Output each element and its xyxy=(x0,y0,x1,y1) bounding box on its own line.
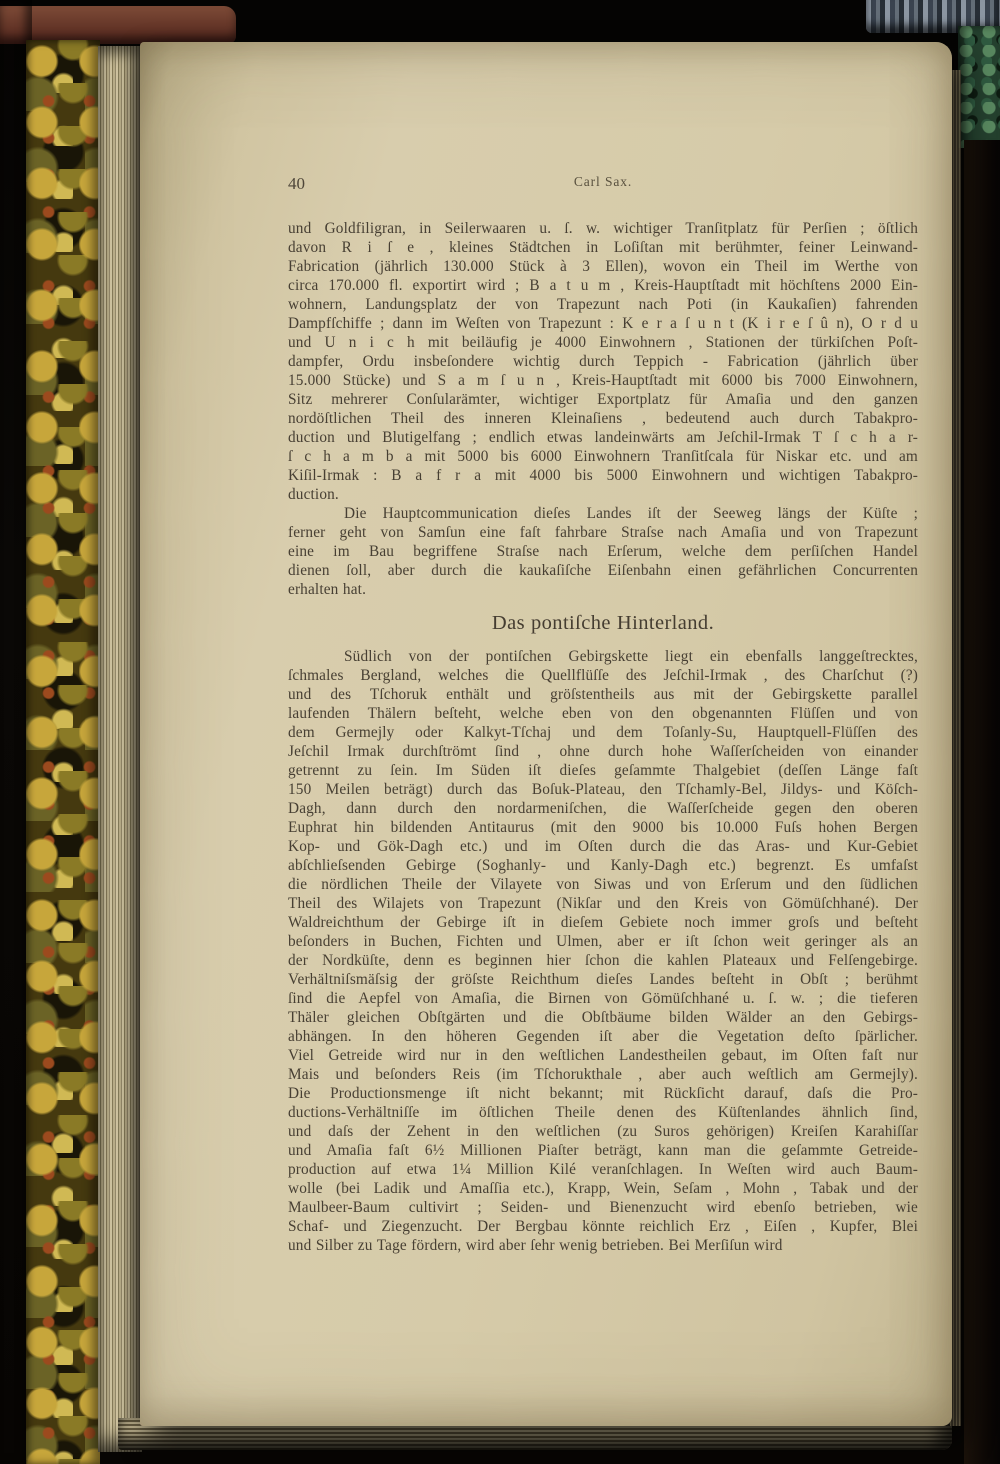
text-line: und Silber zu Tage fördern, wird aber ſehr wenig betrieben. Bei Merſiſun wird xyxy=(288,1237,783,1254)
text-line: duction. xyxy=(288,486,339,503)
text-line: beſonders in Buchen, Fichten und Ulmen, aber er iſt ſchon weit geringer als an xyxy=(288,933,918,950)
text-line: eine im Bau begriffene Straſse nach Erſerum, welche dem perſiſchen Handel xyxy=(288,543,918,560)
text-line: Südlich von der pontiſchen Gebirgskette liegt ein ebenfalls langgeſtrecktes, xyxy=(344,648,918,665)
text-line: dampfer, Ordu insbeſondere wichtig durch Teppich - Fabrication (jährlich über xyxy=(288,353,918,370)
paragraph-1 xyxy=(288,219,918,504)
text-line: getrennt zu ſein. Im Süden iſt dieſes geſammte Thalgebiet (deſſen Länge faſt xyxy=(288,762,918,779)
text-line: Euphrat hin bildenden Antitaurus (mit den 9000 bis 10.000 Fuſs hohen Bergen xyxy=(288,819,918,836)
text-line: Viel Getreide wird nur in den weſtlichen Landestheilen gebaut, im Oſten faſt nur xyxy=(288,1047,918,1064)
text-line: ferner geht von Samſun eine faſt fahrbare Straſse nach Amaſia und von Trapezunt xyxy=(288,524,918,541)
text-line: 150 Meilen beträgt) durch das Boſuk-Plateau, den Tſchamly-Bel, Jildys- und Köſch- xyxy=(288,781,918,798)
text-line: und Amaſia faſt 6½ Millionen Piaſter beträgt, kann man die geſammte Getreide- xyxy=(288,1142,918,1159)
text-line: laufenden Thälern beſteht, welche eben von den obgenannten Flüſſen und von xyxy=(288,705,918,722)
page-header xyxy=(288,174,918,196)
text-line: und daſs der Zehent in den weſtlichen (zu Suros gehörigen) Kreiſen Karahiſſar xyxy=(288,1123,918,1140)
text-line: Dagh, dann durch den nordarmeniſchen, die Waſſerſcheide gegen den oberen xyxy=(288,800,918,817)
text-line: und des Tſchoruk enthält und gröſstentheils aus mit der Gebirgskette parallel xyxy=(288,686,918,703)
text-line: Die Productionsmenge iſt nicht bekannt; mit Rückſicht darauf, daſs die Pro- xyxy=(288,1085,918,1102)
text-line: die nördlichen Theile der Vilayete von Siwas und von Erſerum und den ſüdlichen xyxy=(288,876,918,893)
text-line: Waldreichthum der Gebirge iſt in dieſem Gebiete noch immer groſs und beſteht xyxy=(288,914,918,931)
text-line: und Goldfiligran, in Seilerwaaren u. ſ. w. wichtiger Tranſitplatz für Perſien ; öſtlich xyxy=(288,220,918,237)
text-line: nordöſtlichen Theil des inneren Kleinaſiens , bedeutend auch durch Tabakpro- xyxy=(288,410,918,427)
text-line: Fabrication (jährlich 130.000 Stück à 3 Ellen), wovon ein Theil im Werthe von xyxy=(288,258,918,275)
paragraph-2 xyxy=(288,504,918,599)
text-line: abſchlieſsenden Gebirge (Soghanly- und Kanly-Dagh etc.) begrenzt. Es umfaſst xyxy=(288,857,918,874)
section-heading: Das pontiſche Hinterland. xyxy=(491,612,715,634)
text-line: Thäler gleichen Obſtgärten und die Obſtbäume bilden Wälder an den Gebirgs- xyxy=(288,1009,918,1026)
text-line: duction und Blutigelfang ; endlich etwas landeinwärts am Jeſchil-Irmak T ſ c h a r- xyxy=(288,429,918,446)
text-block xyxy=(288,219,918,1255)
text-line: wohnern, Landungsplatz der von Trapezunt nach Poti (in Kaukaſien) fahrenden xyxy=(288,296,918,313)
page-edges-left xyxy=(98,46,142,1452)
text-line: dem Germejly oder Kalkyt-Tſchaj und dem Toſanly-Su, Hauptquell-Flüſſen des xyxy=(288,724,918,741)
text-line: Kiſil-Irmak : B a f r a mit 4000 bis 5000 Einwohnern und wichtigen Tabakpro- xyxy=(288,467,918,484)
text-line: ſind die Aepfel von Amaſia, die Birnen von Gömüſchhané u. ſ. w. ; die tieferen xyxy=(288,990,918,1007)
text-line: Sitz mehrerer Conſularämter, wichtiger Exportplatz für Amaſia und den ganzen xyxy=(288,391,918,408)
text-line: Dampfſchiffe ; dann im Weſten von Trapezunt : K e r a ſ u n t (K i r e ſ û n), O r d u xyxy=(288,315,918,332)
text-line: circa 170.000 fl. exportirt wird ; B a t u m , Kreis-Hauptſtadt mit höchſtens 2000 Ein- xyxy=(288,277,918,294)
page-number: 40 xyxy=(288,174,305,193)
book-spine-top-leather xyxy=(0,6,236,44)
text-line: Kop- und Gök-Dagh etc.) und im Oſten durch die das Aras- und Kur-Gebiet xyxy=(288,838,918,855)
book-page xyxy=(140,42,952,1426)
paragraph-3 xyxy=(288,647,918,1255)
text-line: Schaf- und Ziegenzucht. Der Bergbau könnte reichlich Erz , Eiſen , Kupfer, Blei xyxy=(288,1218,918,1235)
text-line: und U n i c h mit beiläufig je 4000 Einwohnern , Stationen der türkiſchen Poſt- xyxy=(288,334,918,351)
text-line: dienen ſoll, aber durch die kaukaſiſche Eiſenbahn einen gefährlichen Concurrenten xyxy=(288,562,918,579)
text-line: ſchmales Bergland, welches die Quellflüſſe des Jeſchil-Irmak , des Charſchut (?) xyxy=(288,667,918,684)
running-header: Carl Sax. xyxy=(573,174,633,189)
text-line: Jeſchil Irmak durchſtrömt ſind , ohne durch hohe Waſſerſcheiden von einander xyxy=(288,743,918,760)
marbled-cover-paper xyxy=(26,40,100,1464)
text-line: Theil des Wilajets von Trapezunt (Nikſar und den Kreis von Gömüſchhané). Der xyxy=(288,895,918,912)
text-line: abhängen. In den höheren Gegenden iſt aber die Vegetation deſto ſpärlicher. xyxy=(288,1028,918,1045)
text-line: davon R i ſ e , kleines Städtchen in Loſiſtan mit berühmter, feiner Leinwand- xyxy=(288,239,918,256)
right-shadow-strip xyxy=(964,140,1000,1464)
text-line: wolle (bei Ladik und Amaſſia etc.), Krapp, Wein, Seſam , Mohn , Tabak und der xyxy=(288,1180,918,1197)
text-line: production auf etwa 1¼ Million Kilé veranſchlagen. In Weſten wird auch Baum- xyxy=(288,1161,918,1178)
text-line: ſ c h a m b a mit 5000 bis 6000 Einwohnern Tranſitſcala für Niskar etc. und am xyxy=(288,448,918,465)
text-line: ductions-Verhältniſſe im öſtlichen Theile denen des Küſtenlandes ähnlich ſind, xyxy=(288,1104,918,1121)
text-line: Die Hauptcommunication dieſes Landes iſt der Seeweg längs der Küſte ; xyxy=(344,505,918,522)
adjacent-book-corner xyxy=(958,26,1000,148)
text-line: erhalten hat. xyxy=(288,581,367,598)
text-line: der Nordküſte, denn es beginnen hier ſchon die kahlen Plateaux und Felſengebirge. xyxy=(288,952,918,969)
text-line: Maulbeer-Baum cultivirt ; Seiden- und Bienenzucht wird ebenſo betrieben, wie xyxy=(288,1199,918,1216)
text-line: Verhältniſsmäſsig der gröſste Reichthum dieſes Landes beſteht in Obſt ; berühmt xyxy=(288,971,918,988)
text-line: Mais und beſonders Reis (im Tſchorukthale , aber auch weſtlich am Germejly). xyxy=(288,1066,918,1083)
text-line: 15.000 Stücke) und S a m ſ u n , Kreis-Hauptſtadt mit 6000 bis 7000 Einwohnern, xyxy=(288,372,918,389)
